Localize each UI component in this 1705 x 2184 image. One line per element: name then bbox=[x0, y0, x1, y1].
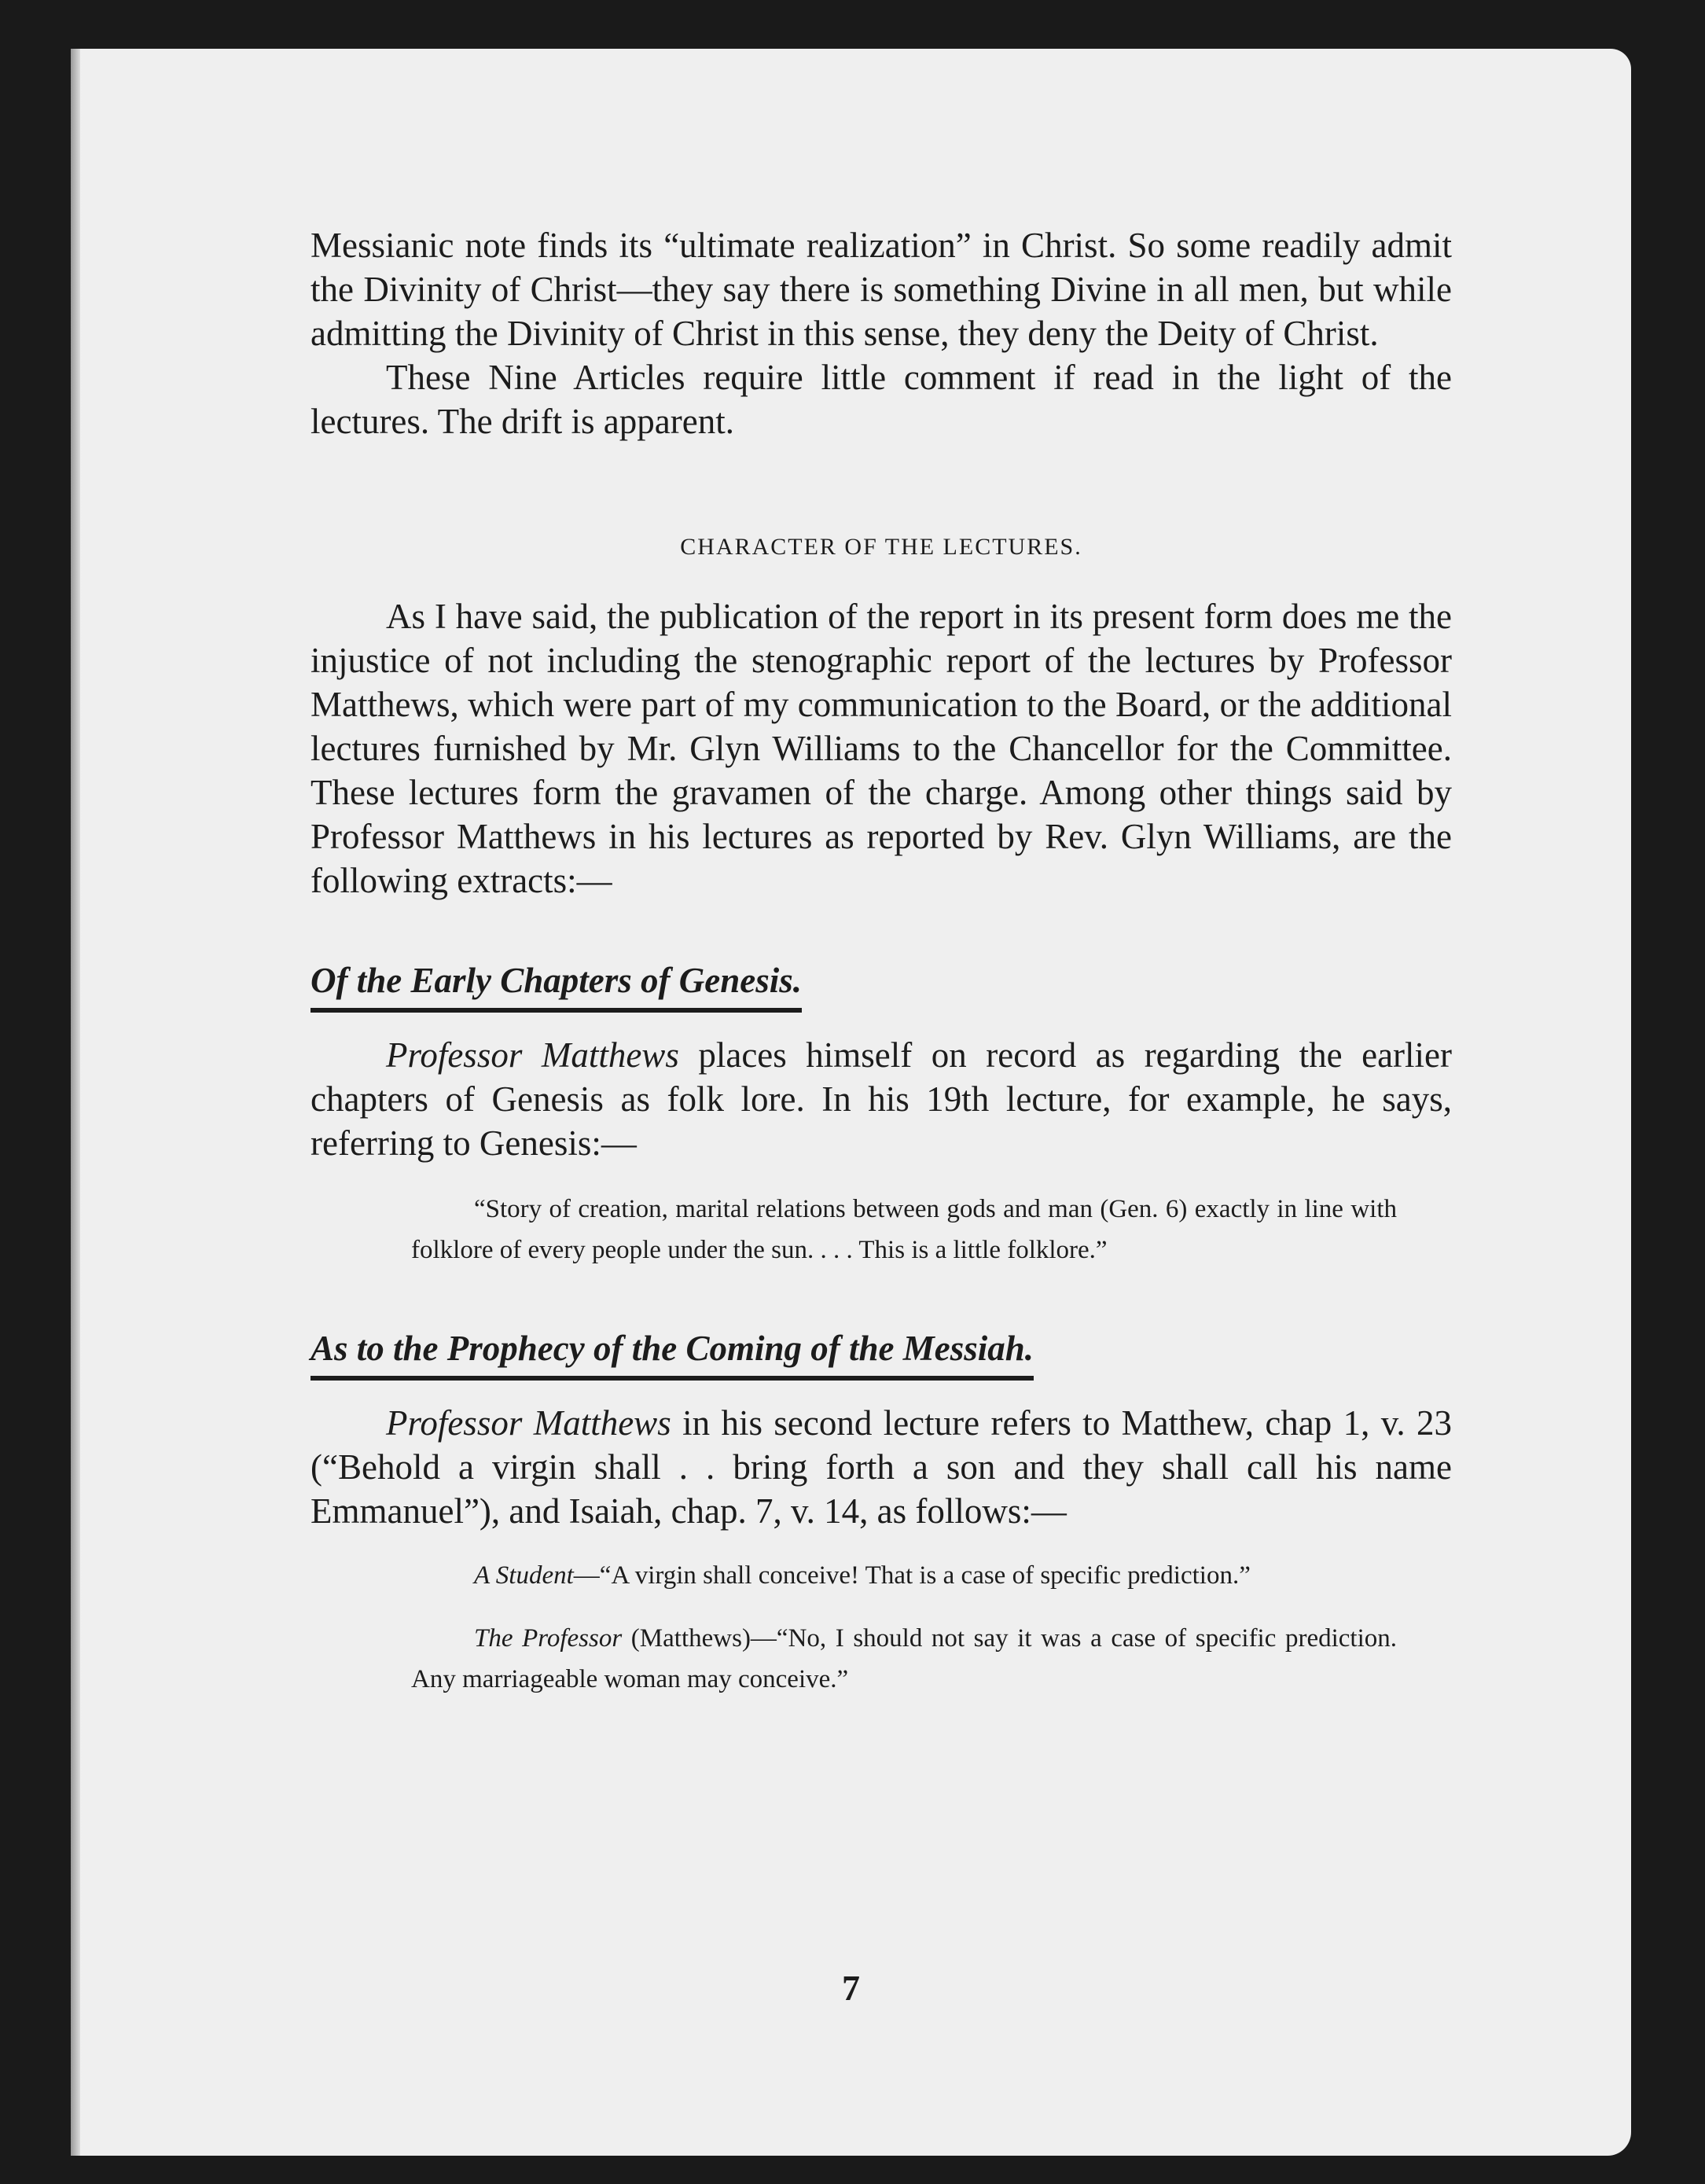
student-quote bbox=[411, 1555, 1397, 1596]
messiah-paragraph bbox=[311, 1401, 1452, 1533]
topic-heading-genesis: Of the Early Chapters of Genesis. bbox=[311, 958, 802, 1013]
intro-paragraph-2: These Nine Articles require little comment if read in the light of the lectures. The drift is apparent. bbox=[311, 358, 1452, 441]
topic-genesis bbox=[311, 958, 1452, 1013]
character-paragraph: As I have said, the publication of the report in its present form does me the injustice of not including the stenographic report of the lectures by Professor Matthews, which were part of my communication to the Board, or the additional lectures furnished by Mr. Glyn Williams to the Chancellor for the Committee. These lectures form the gravamen of the charge. Among other things said by Professor Matthews in his lectures as reported by Rev. Glyn Williams, are the following extracts:— bbox=[311, 597, 1452, 900]
topic-messiah bbox=[311, 1325, 1452, 1381]
genesis-quote: “Story of creation, marital relations between gods and man (Gen. 6) exactly in line with folklore of every people under the sun. . . . This is a little folklore.” bbox=[411, 1195, 1397, 1264]
professor-label: The Professor bbox=[474, 1624, 623, 1653]
professor-quote bbox=[411, 1618, 1397, 1700]
genesis-paragraph-text: places himself on record as regarding the earlier chapters of Genesis as folk lore. In his 19th lecture, for example, he says, referring to Genesis:— bbox=[311, 1035, 1452, 1163]
page-content bbox=[311, 223, 1452, 1700]
messiah-paragraph-text: in his second lecture refers to Matthew, chap 1, v. 23 (“Behold a virgin shall . . bring forth a son and they shall call his name Emmanuel”), and Isaiah, chap. 7, v. 14, as follows:— bbox=[311, 1403, 1452, 1531]
topic-heading-messiah: As to the Prophecy of the Coming of the Messiah. bbox=[311, 1325, 1034, 1381]
book-spine bbox=[71, 49, 80, 2156]
student-label: A Student bbox=[474, 1561, 574, 1590]
student-quote-text: —“A virgin shall conceive! That is a case of specific prediction.” bbox=[573, 1561, 1251, 1590]
book-page bbox=[71, 49, 1631, 2156]
genesis-paragraph bbox=[311, 1033, 1452, 1165]
section-heading-character: CHARACTER OF THE LECTURES. bbox=[680, 534, 1082, 560]
intro-paragraph-1: Messianic note finds its “ultimate realization” in Christ. So some readily admit the Divinity of Christ—they say there is something Divine in all men, but while admitting the Divinity of Christ in this sense, they deny the Deity of Christ. bbox=[311, 226, 1452, 353]
page-number: 7 bbox=[842, 1968, 860, 2008]
genesis-professor-name: Professor Matthews bbox=[386, 1035, 679, 1075]
messiah-professor-name: Professor Matthews bbox=[386, 1403, 671, 1443]
professor-quote-text: (Matthews)—“No, I should not say it was a case of specific prediction. Any marriageable woman may conceive.” bbox=[411, 1624, 1397, 1693]
